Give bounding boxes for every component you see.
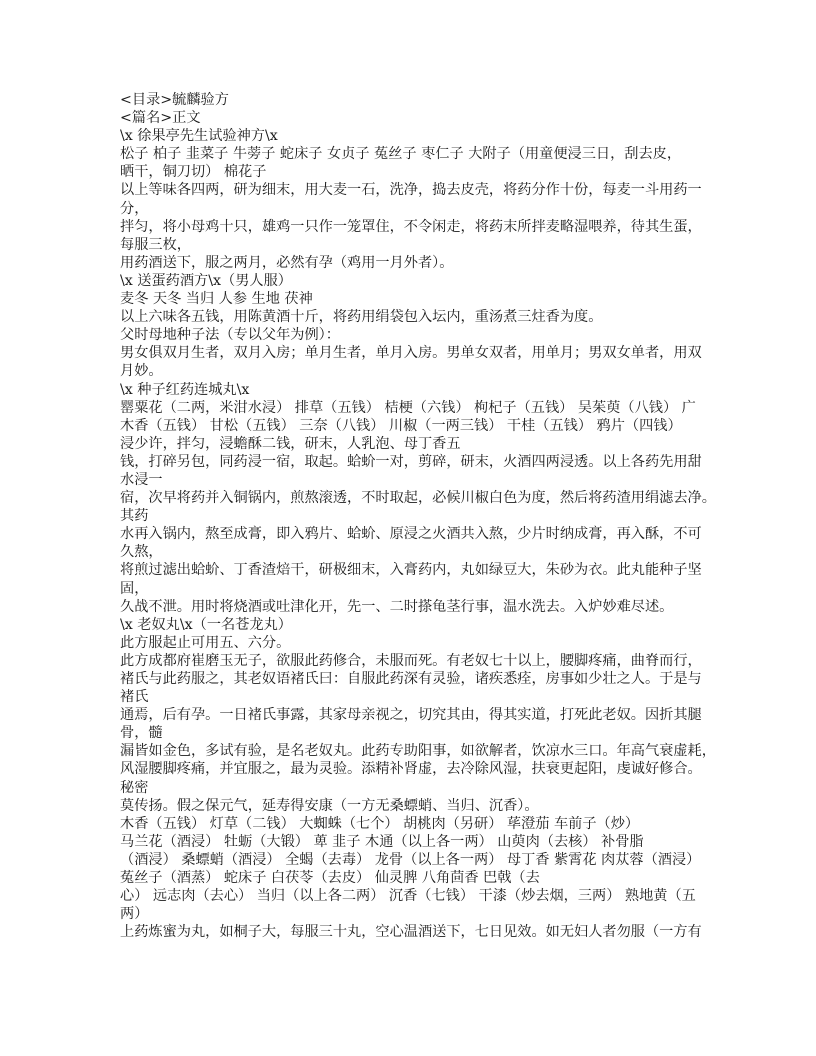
- text-line: 水浸一: [120, 471, 163, 488]
- text-line: 上药炼蜜为丸，如桐子大，每服三十丸，空心温酒送下，七日见效。如无妇人者勿服（一方有: [120, 924, 702, 941]
- text-line: 褚氏与此药服之，其老奴语褚氏曰：自服此药深有灵验，诸疾悉痊，房事如少壮之人。于是与: [120, 671, 702, 687]
- text-line: <篇名>正文: [120, 110, 201, 127]
- text-line: 松子 柏子 韭菜子 牛蒡子 蛇床子 女贞子 菟丝子 枣仁子 大附子（用童便浸三日，刮去皮，: [120, 146, 682, 163]
- document-page: [120, 91, 720, 941]
- text-line: 每服三枚，: [120, 236, 191, 253]
- text-line: 父时母地种子法（专以父年为例）：: [120, 327, 340, 344]
- text-line: 钱，打碎另包，同药浸一宿，取起。蛤蚧一对，剪碎，研末，火酒四两浸透。以上各药先用甜: [120, 453, 702, 470]
- text-line: 固，: [120, 580, 149, 597]
- text-line: 以上六味各五钱，用陈黄酒十斤，将药用绢袋包入坛内，重汤煮三炷香为度。: [120, 309, 603, 326]
- text-line: 马兰花（酒浸） 牡蛎（大锻） 萆 韭子 木通（以上各一两） 山萸肉（去核） 补骨脂: [120, 833, 644, 850]
- text-line: 菟丝子（酒蒸） 蛇床子 白茯苓（去皮） 仙灵脾 八角茴香 巴戟（去: [120, 870, 540, 887]
- text-line: 男女俱双月生者，双月入房；单月生者，单月入房。男单女双者，用单月；男双女单者，用双: [120, 345, 702, 362]
- text-line: 以上等味各四两，研为细末，用大麦一石，洗净，捣去皮壳，将药分作十份，每麦一斗用药一: [120, 182, 702, 199]
- text-line: \x 种子红药连城丸\x: [120, 381, 250, 398]
- text-line: 其药: [120, 508, 149, 525]
- text-line: 两）: [120, 906, 149, 923]
- text-line: 月妙。: [120, 363, 163, 380]
- text-line: 此方服起止可用五、六分。: [120, 634, 291, 651]
- text-line: 木香（五钱） 灯草（二钱） 大蜘蛛（七个） 胡桃肉（另研） 荜澄茄 车前子（炒）: [120, 815, 640, 832]
- text-line: 久战不泄。用时将烧酒或吐津化开，先一、二时搽龟茎行事，温水洗去。入炉妙难尽述。: [120, 598, 674, 615]
- text-line: （酒浸） 桑螵蛸（酒浸） 全蝎（去毒） 龙骨（以上各一两） 母丁香 紫霄花 肉苁蓉（酒浸）: [120, 851, 701, 868]
- text-line: 拌匀，将小母鸡十只，雄鸡一只作一笼罩住，不令闲走，将药末所拌麦略湿喂养，待其生蛋，: [120, 218, 702, 235]
- text-line: 褚氏: [120, 689, 149, 706]
- text-line: 将煎过滤出蛤蚧、丁香渣焙干，研极细末，入膏药内，丸如绿豆大，朱砂为衣。此丸能种子坚: [120, 562, 702, 579]
- text-line: 心） 远志肉（去心） 当归（以上各二两） 沉香（七钱） 干漆（炒去烟，三两） 熟地黄（五: [120, 888, 696, 905]
- text-line: 久熬，: [120, 544, 163, 561]
- text-line: 晒干，铜刀切） 棉花子: [120, 164, 267, 181]
- text-line: 木香（五钱） 甘松（五钱） 三奈（八钱） 川椒（一两三钱） 干桂（五钱） 鸦片（四钱）: [120, 417, 682, 434]
- text-line: 浸少许，拌匀，浸蟾酥二钱，研末，人乳泡、母丁香五: [120, 435, 461, 452]
- text-line: 此方成都府崔磨玉无子，欲服此药修合，未服而死。有老奴七十以上，腰脚疼痛，曲脊而行，: [120, 652, 702, 669]
- text-line: 麦冬 天冬 当归 人参 生地 茯神: [120, 291, 313, 308]
- text-line: <目录>毓麟验方: [120, 92, 229, 108]
- text-line: \x 送蛋药酒方\x（男人服）: [120, 272, 292, 289]
- text-line: 宿，次早将药并入铜锅内，煎熬滚透，不时取起，必候川椒白色为度，然后将药渣用绢滤去净。: [120, 490, 716, 507]
- text-line: 分，: [120, 200, 149, 217]
- text-line: 秘密: [120, 779, 149, 796]
- text-line: 通焉，后有孕。一日褚氏事露，其家母亲视之，切究其由，得其实道，打死此老奴。因折其腿: [120, 707, 702, 724]
- text-line: \x 徐果亭先生试验神方\x: [120, 128, 278, 145]
- text-line: \x 老奴丸\x（一名苍龙丸）: [120, 616, 292, 633]
- text-line: 风湿腰脚疼痛，并宜服之，最为灵验。添精补肾虚，去冷除风湿，扶衰更起阳，虔诚好修合。: [120, 761, 702, 778]
- text-line: 罂粟花（二两，米泔水浸） 排草（五钱） 桔梗（六钱） 枸杞子（五钱） 吴茱萸（八钱） 广: [120, 399, 696, 416]
- text-line: 莫传扬。假之保元气，延寿得安康（一方无桑螵蛸、当归、沉香）。: [120, 797, 539, 814]
- text-line: 骨，髓: [120, 725, 163, 742]
- text-line: 水再入锅内，熬至成膏，即入鸦片、蛤蚧、原浸之火酒共入熬，少片时纳成膏，再入酥，不可: [120, 526, 702, 543]
- text-line: 用药酒送下，服之两月，必然有孕（鸡用一月外者）。: [120, 254, 454, 271]
- text-line: 漏皆如金色，多试有验，是名老奴丸。此药专助阳事，如欲解者，饮凉水三口。年高气衰虚耗，: [120, 743, 716, 760]
